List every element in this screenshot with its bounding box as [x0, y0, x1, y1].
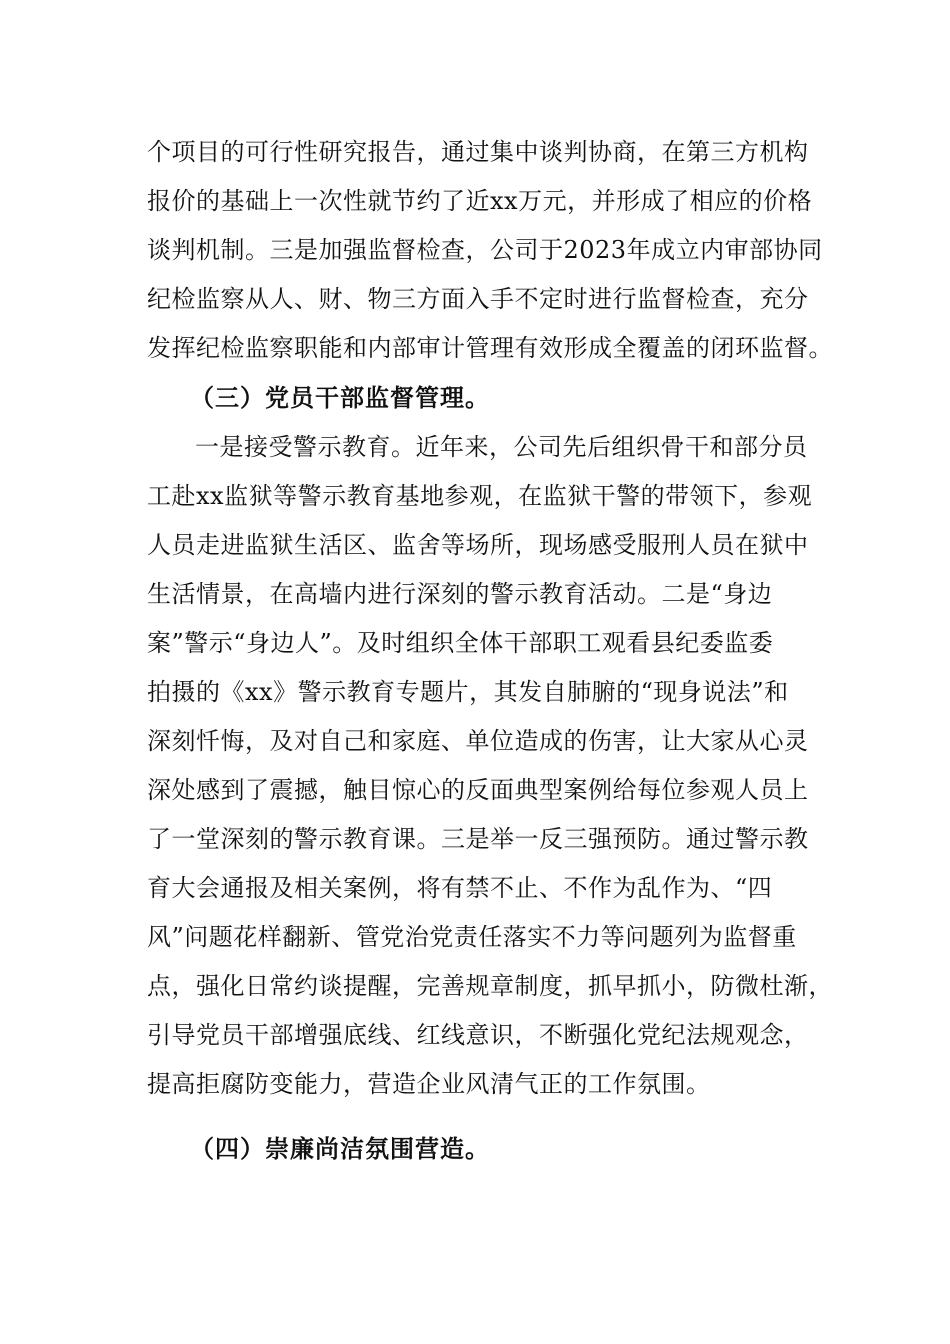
paragraph-line: 谈判机制。三是加强监督检查，公司于2023年成立内审部协同: [147, 236, 823, 264]
paragraph-line: 了一堂深刻的警示教育课。三是举一反三强预防。通过警示教: [147, 825, 809, 853]
paragraph-line: 个项目的可行性研究报告，通过集中谈判协商，在第三方机构: [147, 138, 809, 166]
paragraph-line: 工赴xx监狱等警示教育基地参观，在监狱干警的带领下，参观: [147, 482, 813, 510]
paragraph-line: 人员走进监狱生活区、监舍等场所，现场感受服刑人员在狱中: [147, 531, 809, 559]
paragraph-line: 风”问题花样翻新、管党治党责任落实不力等问题列为监督重: [147, 923, 797, 951]
paragraph-line: 点，强化日常约谈提醒，完善规章制度，抓早抓小，防微杜渐，: [147, 972, 833, 1000]
paragraph-line: 拍摄的《xx》警示教育专题片，其发自肺腑的“现身说法”和: [147, 678, 789, 706]
paragraph-line: 深刻忏悔，及对自己和家庭、单位造成的伤害，让大家从心灵: [147, 727, 809, 755]
section-heading-3: （三）党员干部监督管理。: [190, 384, 490, 412]
paragraph-line: 深处感到了震撼，触目惊心的反面典型案例给每位参观人员上: [147, 776, 809, 804]
paragraph-line: 发挥纪检监察职能和内部审计管理有效形成全覆盖的闭环监督。: [147, 334, 833, 362]
paragraph-line: 报价的基础上一次性就节约了近xx万元，并形成了相应的价格: [147, 187, 813, 215]
paragraph-line: 一是接受警示教育。近年来，公司先后组织骨干和部分员: [195, 433, 808, 461]
section-heading-4: （四）崇廉尚洁氛围营造。: [190, 1135, 490, 1163]
paragraph-line: 案”警示“身边人”。及时组织全体干部职工观看县纪委监委: [147, 629, 774, 657]
paragraph-line: 提高拒腐防变能力，营造企业风清气正的工作氛围。: [147, 1070, 711, 1098]
paragraph-line: 育大会通报及相关案例，将有禁不止、不作为乱作为、“四: [147, 874, 773, 902]
paragraph-line: 纪检监察从人、财、物三方面入手不定时进行监督检查，充分: [147, 285, 809, 313]
paragraph-line: 引导党员干部增强底线、红线意识，不断强化党纪法规观念，: [147, 1021, 809, 1049]
paragraph-line: 生活情景，在高墙内进行深刻的警示教育活动。二是“身边: [147, 580, 773, 608]
